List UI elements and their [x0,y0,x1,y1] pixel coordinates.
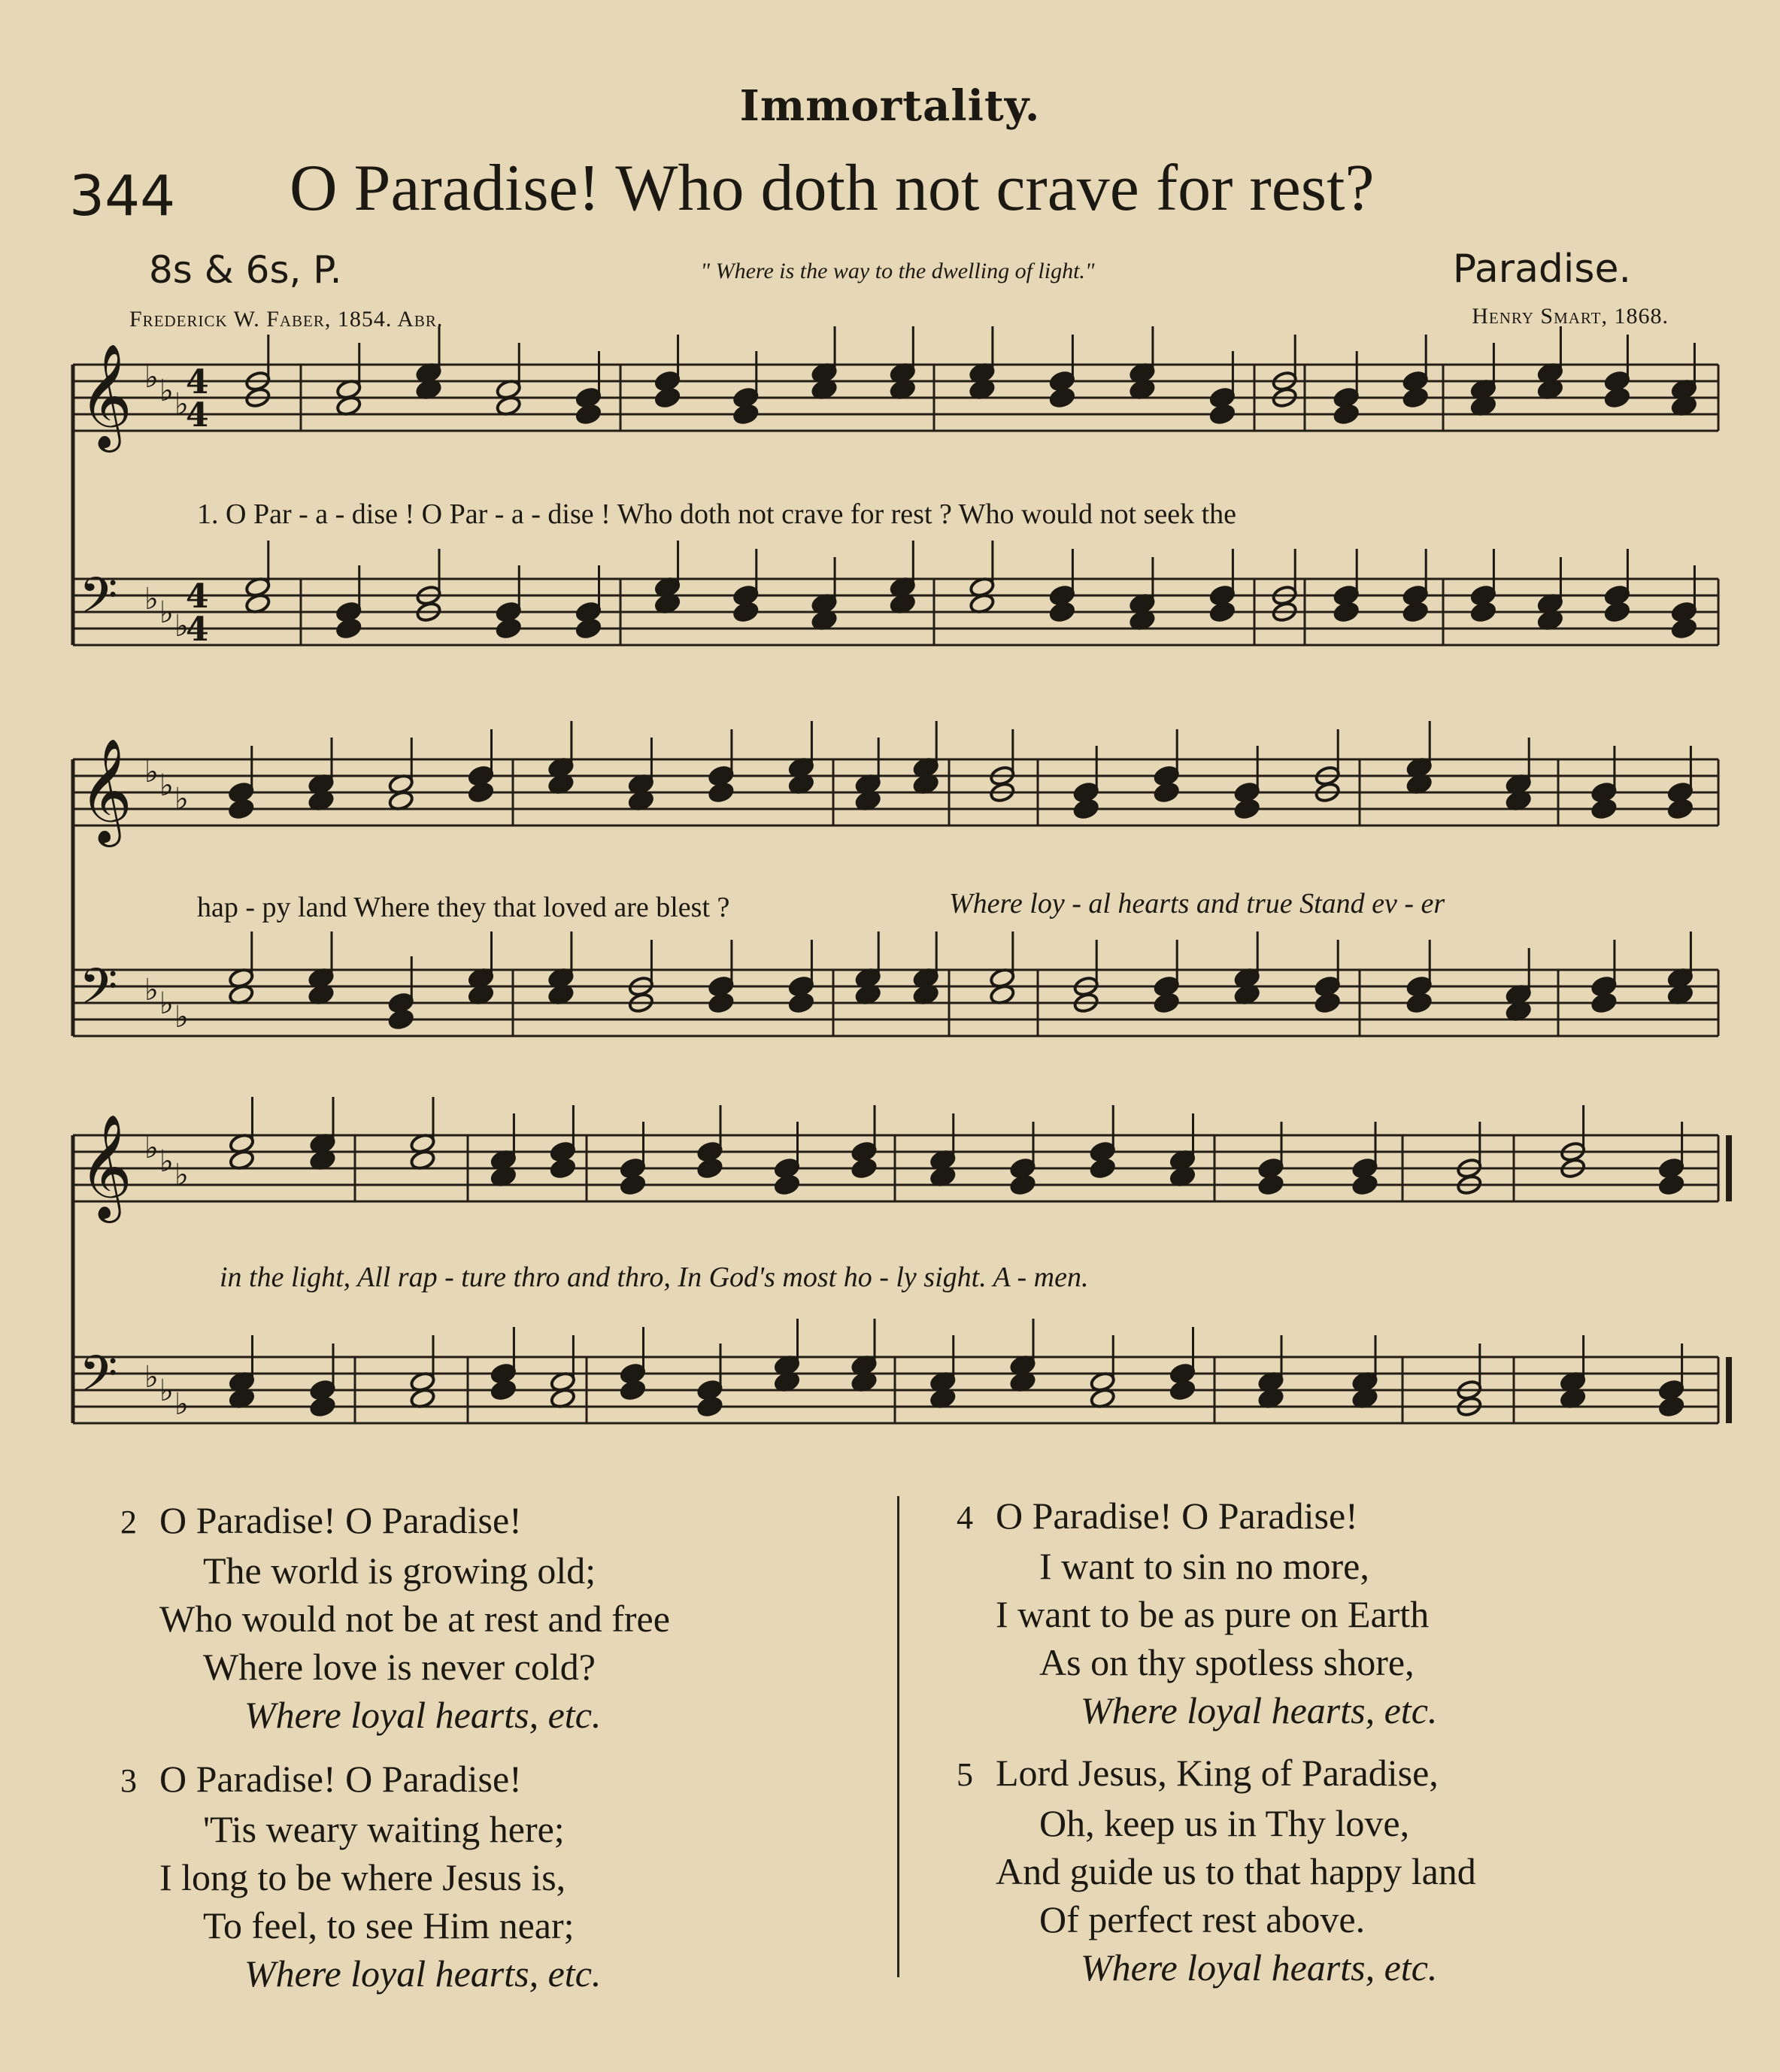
flat-sign-icon: ♭ [159,768,174,803]
flat-sign-icon: ♭ [159,1374,174,1408]
epigraph: " Where is the way to the dwelling of light." [700,259,1095,283]
note-head [1154,992,1180,1013]
stanza-5 [957,1749,1476,1992]
stanza-line: O Paradise! O Paradise! [996,1495,1358,1537]
time-signature: 4 [186,577,209,616]
time-signature: 4 [186,363,209,401]
flat-sign-icon: ♭ [144,973,159,1007]
note-head [620,1174,646,1195]
stanza-refrain: Where loyal hearts, etc. [244,1952,602,1995]
bass-clef-icon: 𝄢 [79,567,118,637]
note-head [1351,1174,1378,1195]
flat-sign-icon: ♭ [144,755,159,789]
note-head [496,617,522,639]
flat-sign-icon: ♭ [159,374,174,408]
flat-sign-icon: ♭ [174,1000,189,1034]
stanza-number: 2 [120,1504,137,1540]
note-head [1406,992,1433,1013]
note-head [708,992,734,1013]
note-head [228,798,254,819]
bass-clef-icon: 𝄢 [79,958,118,1028]
time-signature: 4 [186,396,209,435]
note-head [788,992,814,1013]
flat-sign-icon: ♭ [144,1131,159,1165]
hymn-title: O Paradise! Who doth not crave for rest? [290,152,1375,225]
note-head [1604,601,1630,623]
note-head [1667,798,1694,819]
stanza-line: Of perfect rest above. [1039,1898,1366,1940]
note-head [1590,798,1617,819]
stanza-line: Who would not be at rest and free [159,1598,670,1640]
note-head [1470,601,1496,623]
treble-clef-icon: 𝄞 [79,1114,132,1219]
note-head [696,1395,723,1417]
stanza-2 [120,1496,670,1739]
flat-sign-icon: ♭ [159,986,174,1021]
section-title: Immortality. [739,81,1041,131]
treble-clef-icon: 𝄞 [79,738,132,843]
note-head [1257,1174,1284,1195]
stanza-line: Where love is never cold? [203,1646,596,1688]
note-head [1315,992,1341,1013]
note-head [1402,386,1429,408]
stanza-line: As on thy spotless shore, [1039,1641,1415,1683]
stanza-refrain: Where loyal hearts, etc. [244,1694,602,1736]
meter: 8s & 6s, P. [149,248,342,292]
stanza-number: 5 [957,1756,973,1793]
stanza-line: Lord Jesus, King of Paradise, [996,1752,1439,1794]
bass-clef-icon: 𝄢 [79,1345,118,1415]
note-head [851,1157,877,1179]
flat-sign-icon: ♭ [144,360,159,395]
flat-sign-icon: ♭ [159,595,174,630]
note-head [732,403,759,425]
note-head [696,1157,723,1179]
flat-sign-icon: ♭ [174,782,189,816]
column-divider [897,1496,899,1977]
stanza-number: 3 [120,1762,137,1799]
note-head [388,1008,414,1030]
note-head [335,617,362,639]
note-head [1154,781,1180,803]
stanza-line: 'Tis weary waiting here; [203,1808,565,1850]
note-head [575,403,602,425]
stanza-4 [957,1492,1437,1734]
note-head [490,1379,517,1401]
note-head [1671,617,1697,639]
note-head [309,1395,335,1417]
note-head [1234,798,1260,819]
flat-sign-icon: ♭ [144,1360,159,1395]
note-head [1333,601,1360,623]
treble-clef-icon: 𝄞 [79,344,132,448]
system1-lyrics: 1. O Par - a - dise ! O Par - a - dise ! Who doth not crave for rest ? Who would not seek the [197,498,1237,530]
note-head [620,1379,646,1401]
flat-sign-icon: ♭ [174,1158,189,1192]
note-head [1402,601,1429,623]
stanza-line: And guide us to that happy land [996,1850,1476,1892]
stanza-refrain: Where loyal hearts, etc. [1081,1689,1438,1731]
system2-lyrics: hap - py land Where they that loved are blest ? [197,892,730,923]
note-head [1604,386,1630,408]
composer-credit: Henry Smart, 1868. [1472,304,1669,329]
stanza-line: The world is growing old; [203,1549,596,1592]
stanza-3 [120,1755,601,1998]
stanza-line: I want to be as pure on Earth [996,1593,1430,1635]
note-head [1209,403,1236,425]
time-signature: 4 [186,610,209,649]
note-head [1049,386,1075,408]
system3-lyrics: in the light, All rap - ture thro and thro, In God's most ho - ly sight. A - men. [220,1262,1089,1293]
note-head [708,781,734,803]
flat-sign-icon: ♭ [174,1387,189,1422]
note-head [1590,992,1617,1013]
note-head [575,617,602,639]
stanza-refrain: Where loyal hearts, etc. [1081,1946,1438,1989]
flat-sign-icon: ♭ [159,1144,174,1179]
hymn-number: 344 [69,164,176,229]
flat-sign-icon: ♭ [174,609,189,644]
note-head [468,781,494,803]
note-head [550,1157,576,1179]
note-head [1658,1395,1684,1417]
stanza-number: 4 [957,1499,973,1536]
note-head [1658,1174,1684,1195]
note-head [1209,601,1236,623]
note-head [1169,1379,1196,1401]
note-head [1073,798,1099,819]
note-head [1049,601,1075,623]
stanza-line: O Paradise! O Paradise! [159,1499,522,1541]
tune-name: Paradise. [1452,247,1631,292]
stanza-line: I want to sin no more, [1039,1545,1369,1587]
note-head [732,601,759,623]
stanza-line: O Paradise! O Paradise! [159,1758,522,1800]
note-head [1009,1174,1036,1195]
note-head [1333,403,1360,425]
flat-sign-icon: ♭ [174,387,189,422]
note-head [654,386,681,408]
flat-sign-icon: ♭ [144,582,159,616]
note-head [1090,1157,1116,1179]
stanza-line: Oh, keep us in Thy love, [1039,1802,1410,1844]
stanza-line: I long to be where Jesus is, [159,1856,566,1898]
system2-refrain-lyrics: Where loy - al hearts and true Stand ev - er [949,888,1445,919]
author-credit: Frederick W. Faber, 1854. Abr. [129,307,444,332]
note-head [774,1174,800,1195]
stanza-line: To feel, to see Him near; [203,1904,575,1946]
